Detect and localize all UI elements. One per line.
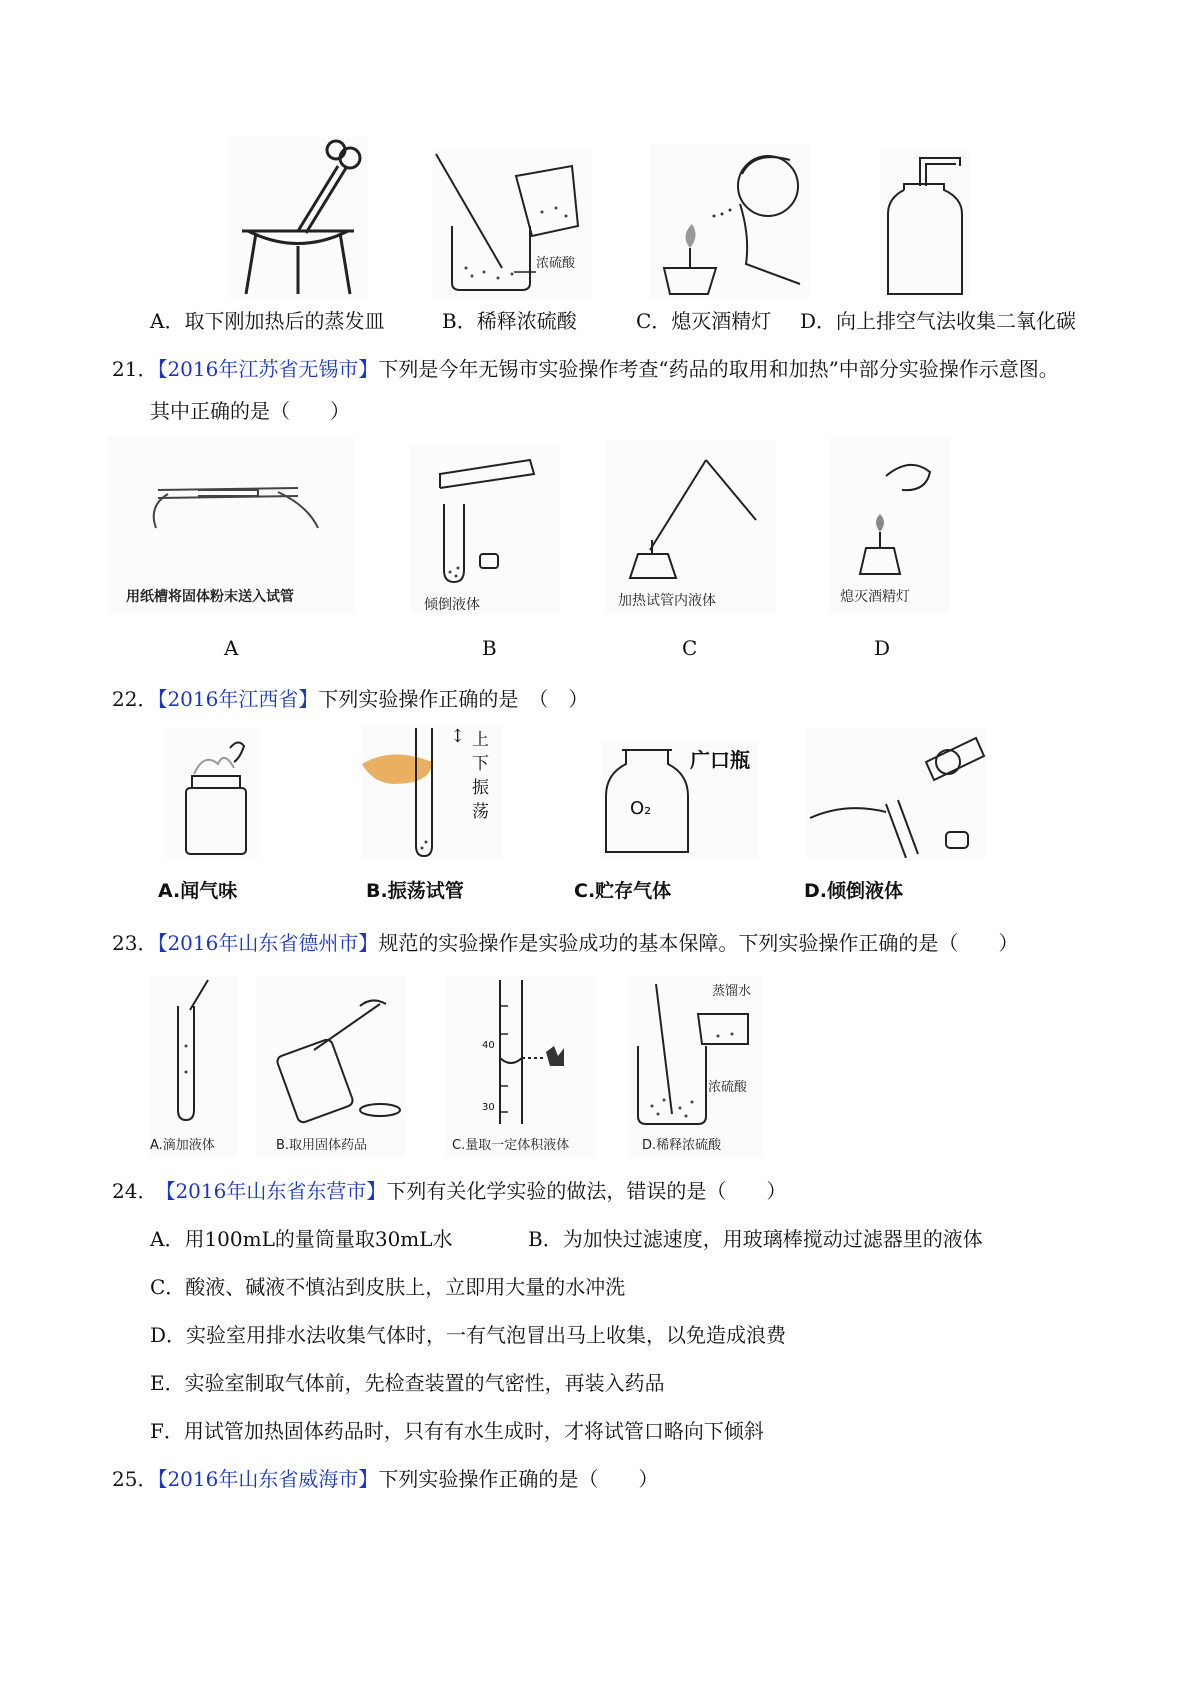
question-number: 22． — [112, 687, 158, 711]
q23-caption-b: B.取用固体药品 — [276, 1138, 368, 1153]
q20-figure-c-blow-lamp — [650, 144, 810, 298]
q22-caption-b: B.振荡试管 — [366, 880, 464, 902]
q20-figure-b-dilute-acid — [432, 148, 592, 298]
q24-option-e: E．实验室制取气体前，先检查装置的气密性，再装入药品 — [150, 1371, 665, 1395]
q23-scale-30: 30 — [482, 1102, 495, 1113]
q23-figure-d — [628, 976, 762, 1158]
q22-figure-c — [602, 740, 758, 858]
question-number: 23． — [112, 931, 158, 955]
q20-option-b: B．稀释浓硫酸 — [442, 309, 577, 333]
q24-option-a: A．用100mL的量筒量取30mL水 — [150, 1227, 453, 1251]
q21-letter-d: D — [874, 636, 891, 660]
q22-caption-d: D.倾倒液体 — [804, 880, 903, 902]
q21-caption-b: 倾倒液体 — [424, 597, 480, 613]
q22-stem — [112, 686, 588, 712]
q22-caption-a: A.闻气味 — [158, 880, 238, 902]
question-text: 下列有关化学实验的做法，错误的是（ ） — [386, 1179, 787, 1203]
q20-figure-b-label: 浓硫酸 — [536, 256, 576, 271]
question-number: 24． — [112, 1179, 158, 1203]
q22-shake-label: 上 下 振 荡 — [472, 730, 489, 822]
q21-caption-c: 加热试管内液体 — [618, 593, 716, 609]
shake-arrow-icon: ↕ — [450, 726, 466, 747]
source-tag: 【2016年山东省东营市】 — [165, 1179, 387, 1203]
q21-stem-line-2: 其中正确的是（ ） — [150, 399, 350, 423]
q21-caption-a: 用纸槽将固体粉末送入试管 — [126, 589, 294, 605]
q23-figure-b — [256, 976, 406, 1158]
q21-figure-c — [606, 440, 776, 614]
q23-label-water: 蒸馏水 — [712, 984, 752, 999]
q22-figure-b — [362, 724, 502, 858]
q22-figure-d — [806, 728, 986, 858]
q24-stem — [112, 1178, 786, 1204]
source-tag: 【2016年江苏省无锡市】 — [157, 357, 379, 381]
question-text: 规范的实验操作是实验成功的基本保障。下列实验操作正确的是（ ） — [378, 931, 1019, 955]
q20-figure-d-gas-bottle — [880, 150, 970, 298]
q24-option-d: D．实验室用排水法收集气体时，一有气泡冒出马上收集，以免造成浪费 — [150, 1323, 787, 1347]
q21-figure-b — [410, 444, 560, 614]
q23-scale-40: 40 — [482, 1040, 495, 1051]
q23-stem — [112, 930, 1018, 956]
q21-stem — [112, 356, 1059, 382]
source-tag: 【2016年山东省威海市】 — [157, 1467, 379, 1491]
question-text: 下列实验操作正确的是 （ ） — [318, 687, 589, 711]
q22-bottle-label: 广口瓶 — [690, 748, 750, 772]
q23-figure-a — [150, 976, 238, 1158]
q24-option-f: F．用试管加热固体药品时，只有有水生成时，才将试管口略向下倾斜 — [150, 1419, 764, 1443]
q24-option-c: C．酸液、碱液不慎沾到皮肤上，立即用大量的水冲洗 — [150, 1275, 626, 1299]
q23-caption-d: D.稀释浓硫酸 — [642, 1138, 722, 1153]
q22-caption-c: C.贮存气体 — [574, 880, 672, 902]
question-text: 下列实验操作正确的是（ ） — [378, 1467, 659, 1491]
q20-option-d: D．向上排空气法收集二氧化碳 — [800, 309, 1077, 333]
q23-caption-c: C.量取一定体积液体 — [452, 1138, 570, 1153]
source-tag: 【2016年江西省】 — [157, 687, 319, 711]
q25-stem — [112, 1466, 658, 1492]
q20-option-c: C．熄灭酒精灯 — [636, 309, 772, 333]
q21-figure-a — [108, 436, 354, 614]
q22-figure-a — [164, 728, 260, 858]
source-tag: 【2016年山东省德州市】 — [157, 931, 379, 955]
q21-letter-b: B — [482, 636, 497, 660]
q21-figure-d — [830, 436, 950, 614]
q23-label-acid: 浓硫酸 — [708, 1080, 748, 1095]
q23-figure-c — [446, 976, 596, 1158]
q20-figure-a-crucible-tongs — [228, 136, 368, 298]
q21-caption-d: 熄灭酒精灯 — [840, 589, 910, 605]
question-number: 25． — [112, 1467, 158, 1491]
question-text: 下列是今年无锡市实验操作考查“药品的取用和加热”中部分实验操作示意图。 — [378, 357, 1059, 381]
q21-letter-a: A — [224, 636, 239, 660]
q20-option-a: A．取下刚加热后的蒸发皿 — [150, 309, 385, 333]
q23-caption-a: A.滴加液体 — [150, 1138, 215, 1153]
question-number: 21． — [112, 357, 158, 381]
q24-option-b: B．为加快过滤速度，用玻璃棒搅动过滤器里的液体 — [528, 1227, 983, 1251]
q21-letter-c: C — [682, 636, 698, 660]
q22-gas-label: O₂ — [630, 798, 652, 819]
